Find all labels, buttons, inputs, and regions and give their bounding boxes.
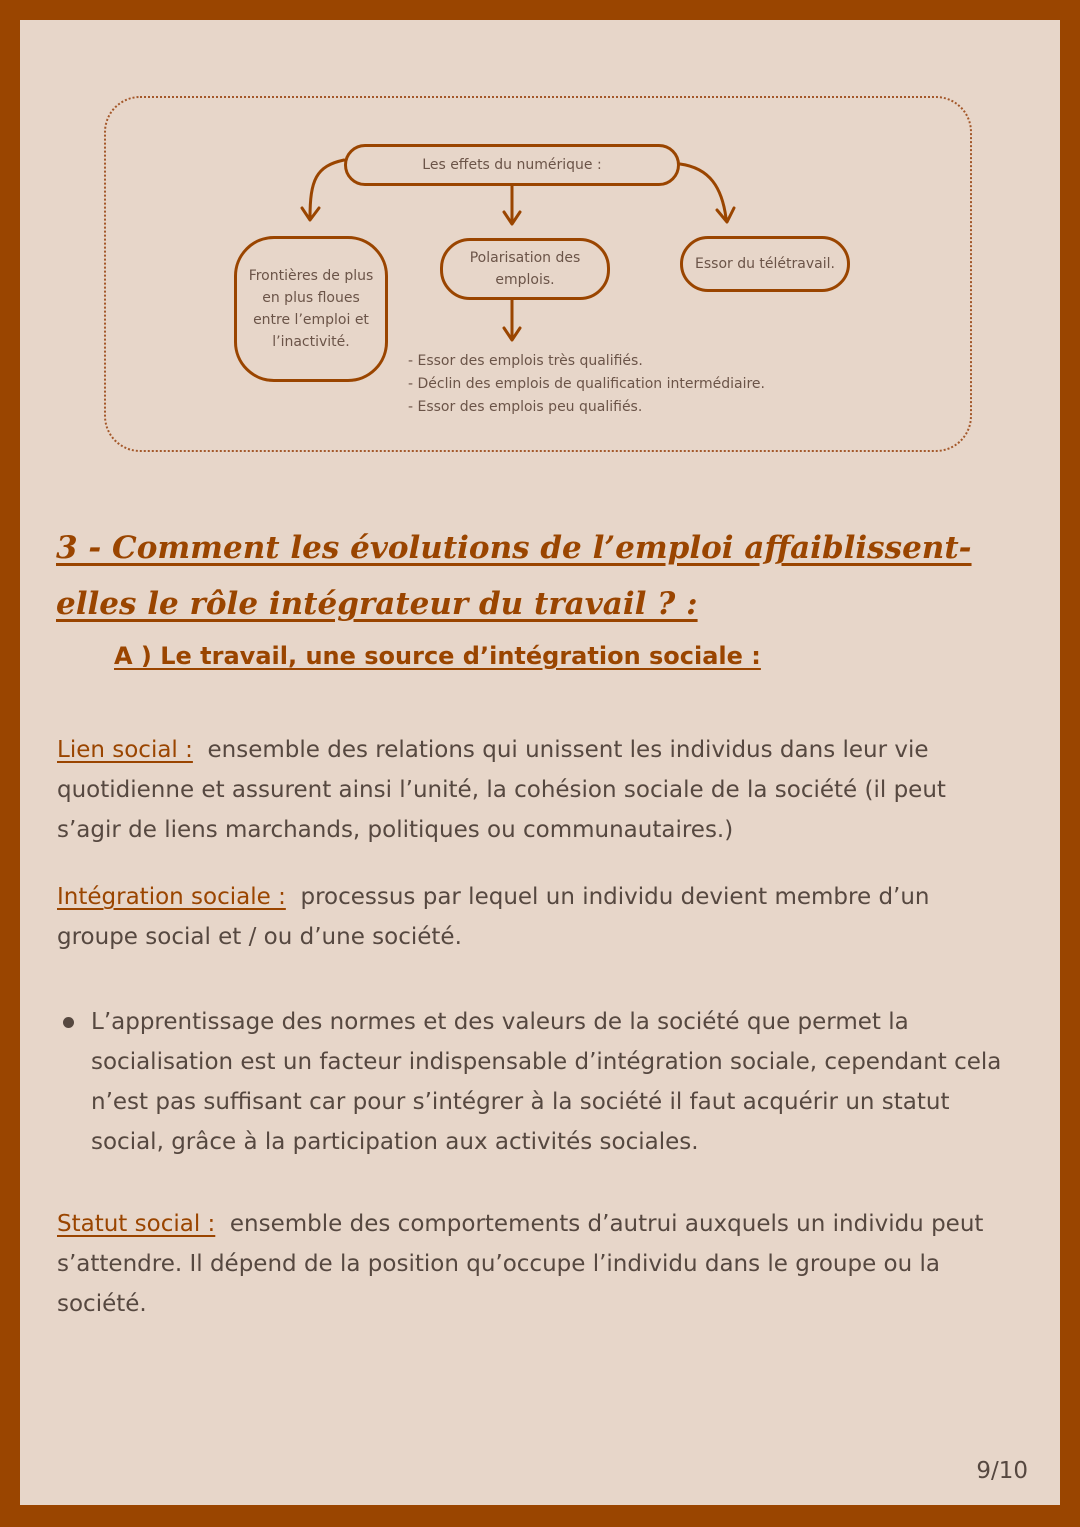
- teletravail-label: Essor du télétravail.: [695, 256, 835, 272]
- term-lien-social: Lien social :: [57, 737, 193, 763]
- effect-item: - Essor des emplois très qualifiés.: [408, 353, 643, 369]
- effect-item: - Essor des emplois peu qualifiés.: [408, 399, 643, 415]
- definition-integration-sociale: [57, 877, 1017, 957]
- polarisation-label: Polarisation des emplois.: [469, 250, 581, 288]
- frontieres-label: Frontières de plus en plus floues entre l’emploi et l’inactivité.: [248, 268, 374, 350]
- bullet-list: [57, 1002, 1017, 1162]
- definition-lien-social: [57, 730, 1017, 850]
- term-integration-sociale: Intégration sociale :: [57, 884, 286, 910]
- definition-text: ensemble des relations qui unissent les individus dans leur vie quotidienne et assurent ainsi l’unité, la cohésion sociale de la société (il peut s’agir de liens marchands, politiques ou communautaires.): [57, 737, 946, 843]
- diagram-title: Les effets du numérique :: [422, 157, 602, 173]
- diagram-title-node: [344, 144, 680, 186]
- definition-statut-social: [57, 1204, 1017, 1324]
- arrow-to-frontieres: [310, 160, 344, 218]
- section-subheading: A ) Le travail, une source d’intégration sociale :: [114, 642, 761, 670]
- definition-text: processus par lequel un individu devient membre d’un groupe social et / ou d’une société.: [57, 884, 930, 950]
- polarisation-effects: [408, 350, 765, 419]
- term-statut-social: Statut social :: [57, 1211, 216, 1237]
- arrow-to-essor: [680, 164, 726, 218]
- page-number: 9/10: [976, 1458, 1028, 1484]
- frontieres-node: [234, 236, 388, 382]
- teletravail-node: [680, 236, 850, 292]
- polarisation-node: [440, 238, 610, 300]
- list-item: [57, 1002, 1017, 1162]
- section-heading: 3 - Comment les évolutions de l’emploi affaiblissent-elles le rôle intégrateur du travail ? :: [56, 530, 972, 622]
- definition-text: ensemble des comportements d’autrui auxquels un individu peut s’attendre. Il dépend de la position qu’occupe l’individu dans le groupe ou la société.: [57, 1211, 984, 1317]
- effect-item: - Déclin des emplois de qualification intermédiaire.: [408, 376, 765, 392]
- bullet-text: L’apprentissage des normes et des valeurs de la société que permet la socialisation est un facteur indispensable d’intégration sociale, cependant cela n’est pas suffisant car pour s’intégrer à la société il faut acquérir un statut social, grâce à la participation aux activités sociales.: [91, 1009, 1002, 1155]
- bullet-icon: [63, 1017, 74, 1028]
- page: [20, 20, 1060, 1505]
